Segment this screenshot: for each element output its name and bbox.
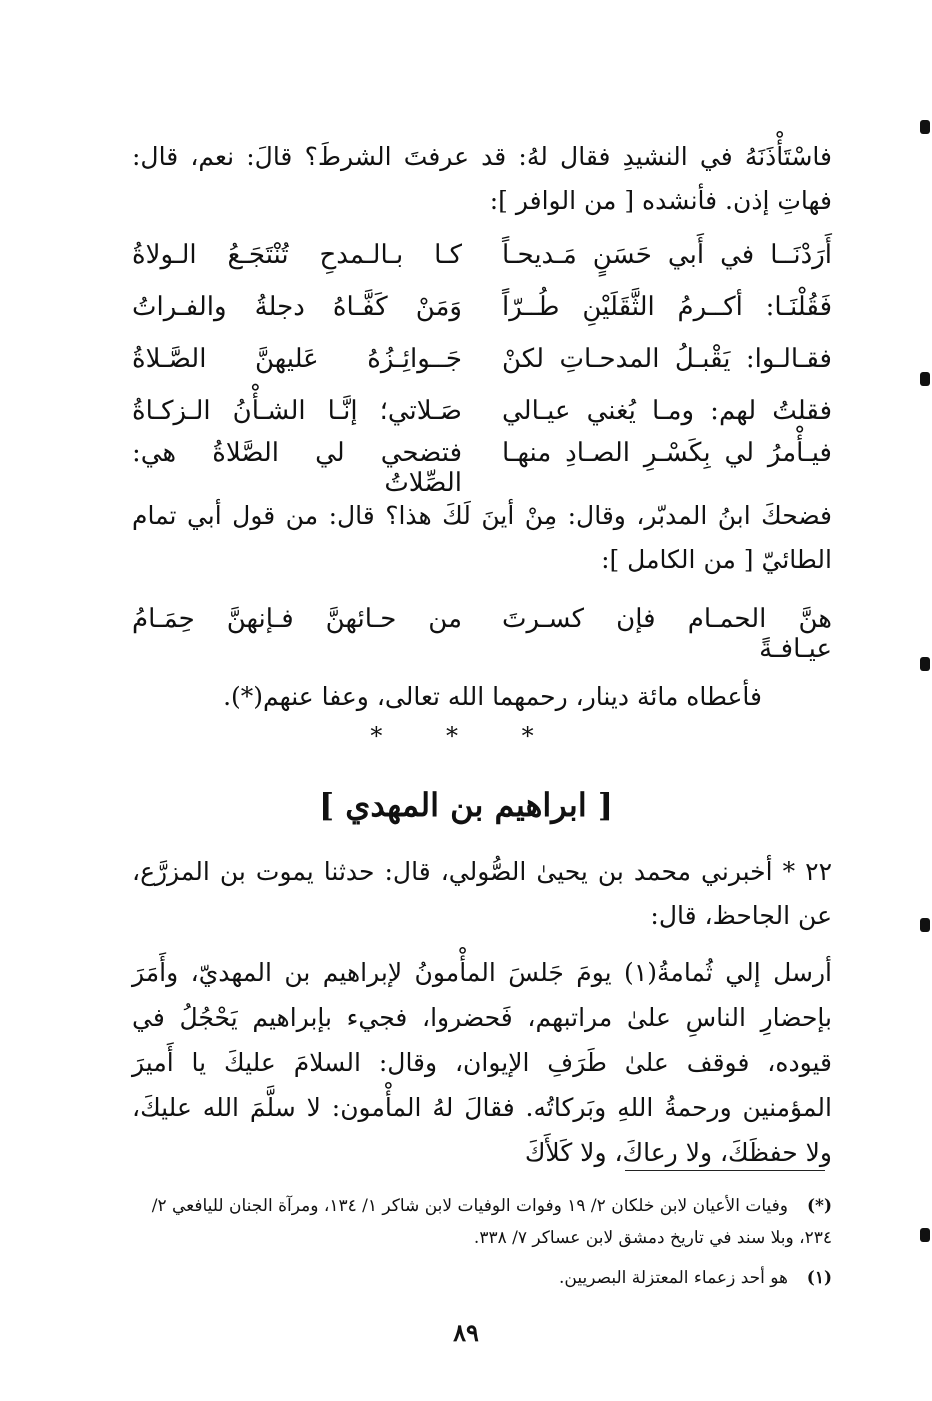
verse-second-hemistich: جَــوائِـزُهُ عَليهنَّ الصَّـلاةُ [132, 344, 462, 374]
margin-mark [920, 918, 930, 932]
closing-line: فأعطاه مائة دينار، رحمهما الله تعالى، وعفا عنهم(*). [223, 682, 762, 711]
verse-first-hemistich: فيـأْمرُ لي بِكَسْـرِ الصـادِ منهـا [502, 438, 832, 468]
verse-second-hemistich: صَـلاتي؛ إنَّـا الشـأْنُ الـزكـاةُ [132, 396, 462, 426]
verse-second-hemistich: كـا بـالـمدحِ تُنْتَجَـعُ الـولاةُ [132, 240, 462, 270]
footnote [132, 1190, 832, 1254]
margin-mark [920, 372, 930, 386]
verse-first-hemistich: فَقُلْنَـا: أكــرمُ الثَّقَلَيْنِ طُــرّاً [502, 292, 832, 322]
poem-verse-kamil [132, 604, 832, 664]
poem-verse [132, 438, 832, 498]
footnote-text: وفيات الأعيان لابن خلكان ٢/ ١٩ وفوات الوفيات لابن شاكر ١/ ١٣٤، ومرآة الجنان لليافعي ٢/ ٢٣٤، وبلا سند في تاريخ دمشق لابن عساكر ٧/ ٣٣٨. [151, 1196, 832, 1248]
section-heading: [ ابراهيم بن المهدي ] [318, 786, 613, 824]
verse-first-hemistich: فقـالـوا: يَقْبـلُ المدحـاتِ لكنْ [502, 344, 832, 374]
laugh-paragraph: فضحكَ ابنُ المدبّر، وقال: مِنْ أينَ لَكَ هذا؟ قال: من قول أبي تمام الطائيّ [ من الكامل ]: [132, 501, 832, 574]
margin-mark [920, 120, 930, 134]
narrative-paragraph: أرسل إلي ثُمامةُ(١) يومَ جَلسَ المأْمونُ لإبراهيم بن المهديّ، وأَمَرَ بإحضارِ الناسِ علىٰ مراتبهم، فَحضروا، فجيء بإبراهيم يَحْجُلُ في قيوده، فوقف علىٰ طَرَفِ الإيوان، وقال: السلامَ عليكَ يا أَميرَ المؤمنين ورحمةُ اللهِ وبَركاتُه. فقالَ لهُ المأْمون: لا سلَّمَ الله عليكَ، ولا حفظَكَ، ولا رعاكَ، ولا كَلأَكَ [132, 958, 832, 1167]
verse-second-hemistich: من حـائهنَّ فـإنهنَّ حِمَـامُ [132, 604, 462, 634]
footnote-separator [625, 1170, 825, 1171]
poem-verse [132, 240, 832, 292]
verse-first-hemistich: أَرَدْنَــا في أَبي حَسَنٍ مَـديحـاً [502, 240, 832, 270]
intro-paragraph: فاسْتَأْذَنَهُ في النشيدِ فقال لهُ: قد عرفتَ الشرطَ؟ قالَ: نعم، قال: فهاتِ إذن. فأنشده [ من الوافر ]: [132, 142, 832, 215]
poem-verse [132, 292, 832, 344]
section-separator: * * * [370, 722, 562, 750]
verse-second-hemistich: فتضحي لي الصَّلاةُ هي: الصِّلاتُ [132, 438, 462, 498]
footnote [132, 1262, 832, 1294]
verse-first-hemistich: هنَّ الحمـام فإن كسـرتَ عيـافـةً [502, 604, 832, 664]
poem-verse [132, 344, 832, 396]
footnote-marker: (*) [807, 1196, 832, 1216]
page-number: ٨٩ [453, 1318, 479, 1347]
verse-first-hemistich: فقلتُ لهم: ومـا يُغني عيـالي [502, 396, 832, 426]
margin-mark [920, 1228, 930, 1242]
isnad-paragraph: ٢٢ * أخبرني محمد بن يحيىٰ الصُّولي، قال: حدثنا يموت بن المزرَّع، عن الجاحظ، قال: [132, 857, 832, 930]
verse-second-hemistich: وَمَنْ كَفَّـاهُ دجلةُ والفـراتُ [132, 292, 462, 322]
footnote-text: هو أحد زعماء المعتزلة البصريين. [559, 1268, 788, 1288]
footnote-marker: (١) [806, 1268, 832, 1288]
margin-mark [920, 657, 930, 671]
